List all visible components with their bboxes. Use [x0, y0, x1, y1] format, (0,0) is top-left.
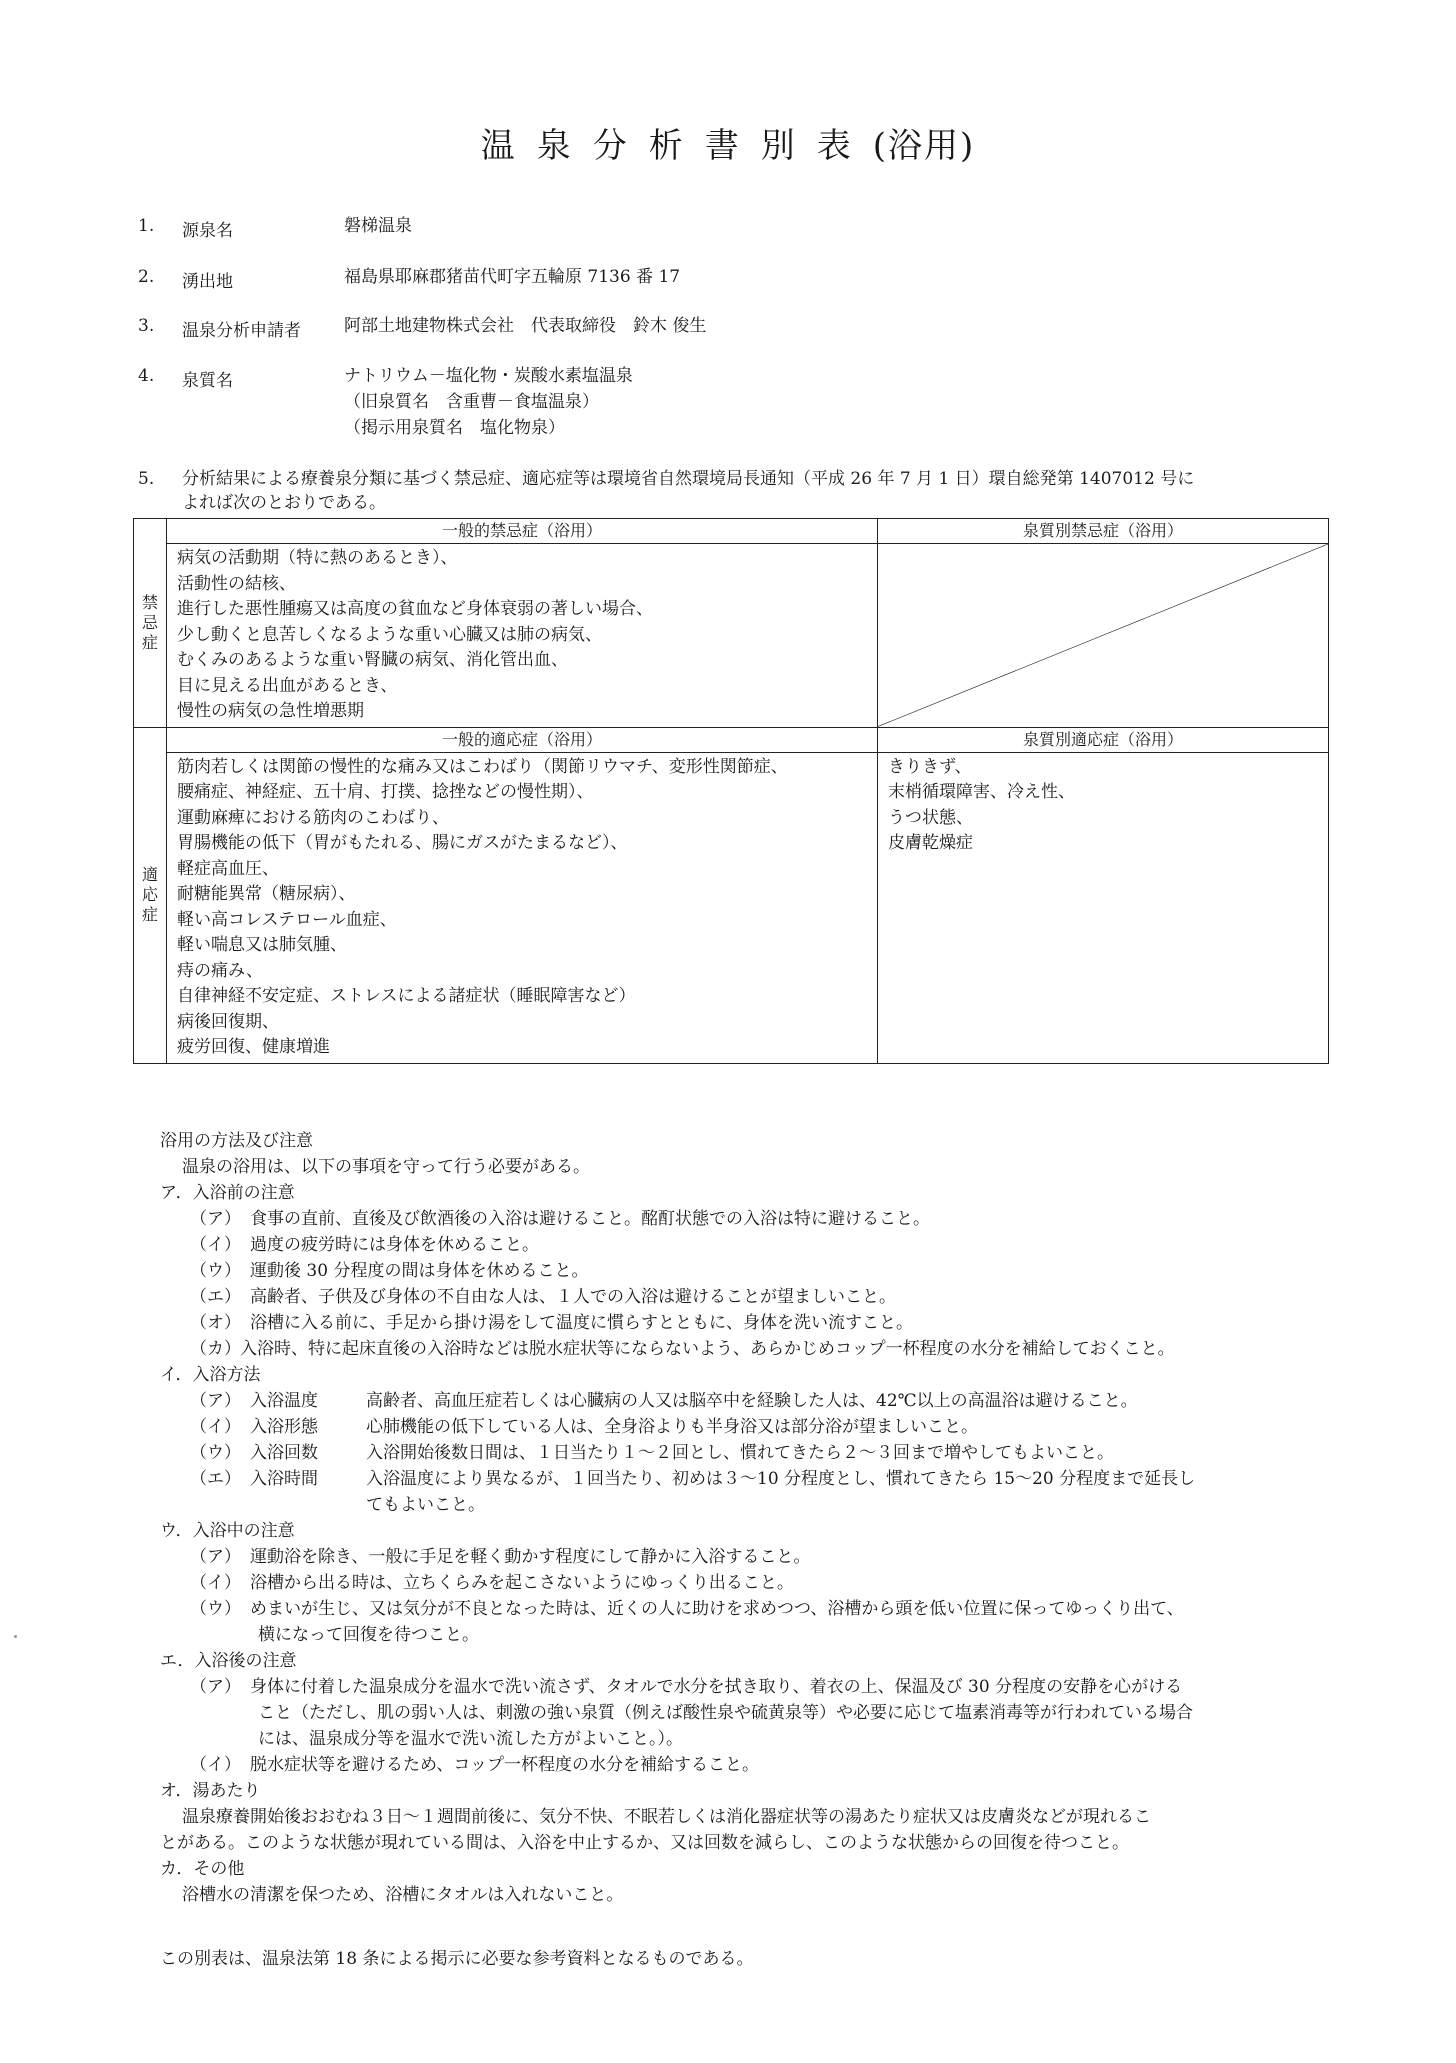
- item-marker: （カ）: [190, 1339, 241, 1359]
- specific-contraindication-empty-cell: [878, 544, 1329, 728]
- item-keyword: 入浴回数: [250, 1443, 318, 1463]
- item-text: 食事の直前、直後及び飲酒後の入浴は避けること。酩酊状態での入浴は特に避けること。: [250, 1209, 930, 1229]
- item-marker: （ア）: [190, 1209, 241, 1229]
- general-contraindication-list: [167, 544, 878, 728]
- list-item: 皮膚乾燥症: [888, 833, 973, 853]
- list-item: 腰痛症、神経症、五十肩、打撲、捻挫などの慢性期）、: [177, 782, 594, 802]
- info-label: 泉質名: [182, 371, 233, 391]
- contraindication-side-label: [134, 519, 167, 728]
- list-item: [160, 1570, 1350, 1596]
- item-continuation: てもよいこと。: [366, 1495, 485, 1515]
- list-item: 筋肉若しくは関節の慢性的な痛み又はこわばり（関節リウマチ、変形性関節症、: [177, 756, 788, 777]
- list-item: 軽い喘息又は肺気腫、: [177, 935, 347, 955]
- item-continuation: こと（ただし、肌の弱い人は、刺激の強い泉質（例えば酸性泉や硫黄泉等）や必要に応じて塩素消毒等が行われている場合: [258, 1703, 1193, 1723]
- list-item: [160, 1388, 1350, 1414]
- item-marker: （ウ）: [190, 1443, 241, 1463]
- title-main: 温泉分析書別表: [480, 126, 873, 166]
- item-5-text: [182, 467, 1332, 515]
- item-marker: （ア）: [190, 1391, 241, 1411]
- general-indication-list: [167, 752, 878, 1063]
- item-continuation: 横になって回復を待つこと。: [258, 1625, 479, 1645]
- item-text: めまいが生じ、又は気分が不良となった時は、近くの人に助けを求めつつ、浴槽から頭を低い位置に保ってゆっくり出て、: [250, 1599, 1184, 1619]
- list-item: 病後回復期、: [177, 1011, 279, 1032]
- bathing-method-section: [160, 1128, 1350, 1908]
- paragraph-line: 温泉療養開始後おおむね３日～１週間前後に、気分不快、不眠若しくは消化器症状等の湯あたり症状又は皮膚炎などが現れるこ: [182, 1807, 1151, 1827]
- item-marker: （オ）: [190, 1313, 241, 1333]
- list-item: [160, 1752, 1350, 1778]
- item-marker: （イ）: [190, 1235, 241, 1255]
- section-heading: ア．入浴前の注意: [160, 1183, 295, 1203]
- diagonal-strike-line: [878, 544, 1328, 727]
- info-value: [344, 264, 680, 290]
- list-item: [160, 1310, 1350, 1336]
- section-heading: オ．湯あたり: [160, 1781, 261, 1801]
- item-text: 浴槽に入る前に、手足から掛け湯をして温度に慣らすとともに、身体を洗い流すこと。: [250, 1313, 913, 1333]
- list-item: 慢性の病気の急性増悪期: [177, 701, 364, 721]
- item-text: 高齢者、子供及び身体の不自由な人は、１人での入浴は避けることが望ましいこと。: [250, 1287, 896, 1307]
- side-label-text: 適応症: [141, 865, 158, 924]
- info-num: 1.: [138, 216, 155, 236]
- item-marker: （イ）: [190, 1755, 241, 1775]
- list-item: 軽い高コレステロール血症、: [177, 909, 397, 930]
- item-marker: （イ）: [190, 1573, 241, 1593]
- paragraph-line: とがある。このような状態が現れている間は、入浴を中止するか、又は回数を減らし、このような状態からの回復を待つこと。: [160, 1833, 1129, 1853]
- section-heading: イ．入浴方法: [160, 1365, 261, 1385]
- info-value-line: 阿部土地建物株式会社 代表取締役 鈴木 俊生: [344, 316, 707, 336]
- item-text: 浴槽から出る時は、立ちくらみを起こさないようにゆっくり出ること。: [250, 1573, 794, 1593]
- list-item: 痔の痛み、: [177, 960, 264, 981]
- list-item: 疲労回復、健康増進: [177, 1037, 330, 1057]
- specific-indication-list: [878, 752, 1329, 1063]
- item-marker: （ウ）: [190, 1261, 241, 1281]
- specific-contraindication-header: 泉質別禁忌症（浴用）: [878, 519, 1329, 544]
- info-num: 4.: [138, 366, 155, 386]
- item-marker: （ア）: [190, 1547, 241, 1567]
- info-value-line: ナトリウム－塩化物・炭酸水素塩温泉: [344, 366, 633, 386]
- item-text: 身体に付着した温泉成分を温水で洗い流さず、タオルで水分を拭き取り、着衣の上、保温及び 30 分程度の安静を心がける: [250, 1677, 1183, 1697]
- info-value: [344, 313, 706, 339]
- info-value-line: 磐梯温泉: [344, 216, 412, 236]
- list-item: むくみのあるような重い腎臓の病気、消化管出血、: [177, 650, 568, 670]
- section-heading: エ．入浴後の注意: [160, 1651, 297, 1671]
- list-item: [160, 1674, 1350, 1700]
- closing-note: この別表は、温泉法第 18 条による掲示に必要な参考資料となるものである。: [160, 1949, 754, 1969]
- item-continuation: には、温泉成分等を温水で洗い流した方がよいこと。）。: [258, 1729, 683, 1749]
- info-label: 源泉名: [182, 221, 233, 241]
- info-num: 5.: [138, 469, 155, 489]
- list-item: うつ状態、: [888, 807, 973, 828]
- paragraph-line: 浴槽水の清潔を保つため、浴槽にタオルは入れないこと。: [182, 1885, 624, 1905]
- item-text: 高齢者、高血圧症若しくは心臓病の人又は脳卒中を経験した人は、42℃以上の高温浴は避けること。: [366, 1391, 1138, 1411]
- info-value: [344, 363, 633, 441]
- info-value-line: （掲示用泉質名 塩化物泉）: [344, 418, 565, 438]
- list-item: [160, 1258, 1350, 1284]
- info-label: 温泉分析申請者: [182, 321, 301, 341]
- list-item: [160, 1232, 1350, 1258]
- list-item: 活動性の結核、: [177, 573, 296, 594]
- list-item: 耐糖能異常（糖尿病）、: [177, 884, 356, 904]
- title-suffix: (浴用): [872, 126, 976, 166]
- list-item: [160, 1414, 1350, 1440]
- item-text: 過度の疲労時には身体を休めること。: [250, 1235, 539, 1255]
- list-item: 運動麻痺における筋肉のこわばり、: [177, 807, 449, 828]
- list-item: きりきず、: [888, 756, 972, 777]
- general-contraindication-header: 一般的禁忌症（浴用）: [167, 519, 878, 544]
- list-item: [160, 1544, 1350, 1570]
- indication-side-label: [134, 727, 167, 1063]
- list-item: [160, 1336, 1350, 1362]
- item-text: 入浴温度により異なるが、１回当たり、初めは３～10 分程度とし、慣れてきたら 15～20 分程度まで延長し: [366, 1469, 1196, 1489]
- specific-indication-header: 泉質別適応症（浴用）: [878, 727, 1329, 752]
- side-label-text: 禁忌症: [141, 592, 158, 652]
- list-item: [160, 1466, 1350, 1492]
- item-keyword: 入浴温度: [250, 1391, 318, 1411]
- item-text: 入浴開始後数日間は、１日当たり１～２回とし、慣れてきたら２～３回まで増やしてもよいこと。: [366, 1443, 1114, 1463]
- document-title: [0, 118, 1456, 167]
- list-item: [160, 1206, 1350, 1232]
- section-heading: カ．その他: [160, 1859, 245, 1879]
- item-5-line: 分析結果による療養泉分類に基づく禁忌症、適応症等は環境省自然環境局長通知（平成 26 年 7 月 1 日）環自総発第 1407012 号に: [182, 469, 1195, 489]
- list-item: 末梢循環障害、冷え性、: [888, 782, 1075, 802]
- item-text: 入浴時、特に起床直後の入浴時などは脱水症状等にならないよう、あらかじめコップ一杯程度の水分を補給しておくこと。: [240, 1339, 1175, 1359]
- list-item: 自律神経不安定症、ストレスによる諸症状（睡眠障害など）: [177, 986, 636, 1006]
- list-item: 目に見える出血があるとき、: [177, 675, 398, 696]
- method-heading: 浴用の方法及び注意: [160, 1131, 313, 1151]
- item-keyword: 入浴時間: [250, 1469, 318, 1489]
- indications-table: [133, 518, 1329, 1064]
- general-indication-header: 一般的適応症（浴用）: [167, 727, 878, 752]
- method-intro: 温泉の浴用は、以下の事項を守って行う必要がある。: [182, 1157, 590, 1177]
- info-label: 湧出地: [182, 272, 233, 292]
- item-text: 運動後 30 分程度の間は身体を休めること。: [250, 1261, 589, 1281]
- item-marker: （イ）: [190, 1417, 241, 1437]
- item-marker: （エ）: [190, 1469, 241, 1489]
- info-value-line: （旧泉質名 含重曹－食塩温泉）: [344, 392, 599, 412]
- item-marker: （ア）: [190, 1677, 241, 1697]
- list-item: 軽症高血圧、: [177, 858, 279, 879]
- list-item: 胃腸機能の低下（胃がもたれる、腸にガスがたまるなど）、: [177, 833, 628, 853]
- info-num: 2.: [138, 267, 155, 287]
- list-item: [160, 1284, 1350, 1310]
- list-item: [160, 1440, 1350, 1466]
- item-keyword: 入浴形態: [250, 1417, 318, 1437]
- info-num: 3.: [138, 316, 155, 336]
- list-item: 進行した悪性腫瘍又は高度の貧血など身体衰弱の著しい場合、: [177, 599, 653, 619]
- item-text: 運動浴を除き、一般に手足を軽く動かす程度にして静かに入浴すること。: [250, 1547, 811, 1567]
- info-value-line: 福島県耶麻郡猪苗代町字五輪原 7136 番 17: [344, 267, 681, 287]
- scan-speck: [14, 1635, 17, 1638]
- item-marker: （ウ）: [190, 1599, 241, 1619]
- item-marker: （エ）: [190, 1287, 241, 1307]
- list-item: 病気の活動期（特に熱のあるとき）、: [177, 548, 458, 568]
- item-5-line: よれば次のとおりである。: [182, 493, 386, 513]
- list-item: [160, 1596, 1350, 1622]
- item-text: 脱水症状等を避けるため、コップ一杯程度の水分を補給すること。: [250, 1755, 759, 1775]
- list-item: 少し動くと息苦しくなるような重い心臓又は肺の病気、: [177, 624, 602, 645]
- section-heading: ウ．入浴中の注意: [160, 1521, 295, 1541]
- info-value: [344, 213, 412, 239]
- item-text: 心肺機能の低下している人は、全身浴よりも半身浴又は部分浴が望ましいこと。: [366, 1417, 978, 1437]
